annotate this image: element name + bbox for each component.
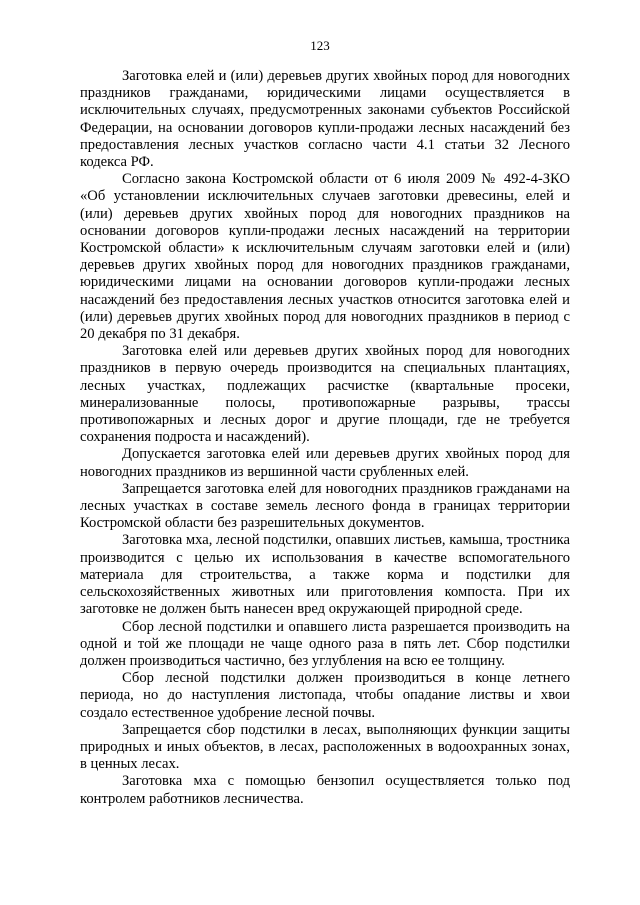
paragraph: Сбор лесной подстилки и опавшего листа разрешается производить на одной и той же площади не чаще одного раза в пять лет. Сбор подстилки должен производиться частично, без углубления на всю ее толщину. <box>80 618 570 669</box>
paragraph: Заготовка елей и (или) деревьев других хвойных пород для новогодних праздников гражданами, юридическими лицами осуществляется в исключительных случаях, предусмотренных законами субъектов Российской Федерации, на основании договоров купли-продажи лесных насаждений без предоставления лесных участков согласно части 4.1 статьи 32 Лесного кодекса РФ. <box>80 68 570 171</box>
paragraph: Заготовка мха с помощью бензопил осуществляется только под контролем работников лесничества. <box>80 773 570 807</box>
paragraph: Запрещается заготовка елей для новогодних праздников гражданами на лесных участках в составе земель лесного фонда в границах территории Костромской области без разрешительных документов. <box>80 480 570 532</box>
paragraph: Заготовка мха, лесной подстилки, опавших листьев, камыша, тростника производится с целью их использования в качестве вспомогательного материала для строительства, а также корма и подстилки для сельскохозяйственных животных или приготовления компоста. При их заготовке не должен быть нанесен вред окружающей природной среде. <box>80 532 570 618</box>
paragraph: Согласно закона Костромской области от 6 июля 2009 № 492-4-ЗКО «Об установлении исключительных случаев заготовки древесины, елей и (или) деревьев других хвойных пород для новогодних праздников на основании договоров купли-продажи лесных насаждений на территории Костромской области» к исключительным случаям заготовки елей и (или) деревьев других хвойных пород для новогодних праздников гражданами, юридическими лицами на основании договоров купли-продажи лесных насаждений без предоставления лесных участков относится заготовка елей и (или) деревьев других хвойных пород для новогодних праздников в период с 20 декабря по 31 декабря. <box>80 171 570 343</box>
paragraph: Сбор лесной подстилки должен производиться в конце летнего периода, но до наступления листопада, чтобы опадание листвы и хвои создало естественное удобрение лесной почвы. <box>80 670 570 721</box>
paragraph: Заготовка елей или деревьев других хвойных пород для новогодних праздников в первую очередь производится на специальных плантациях, лесных участках, подлежащих расчистке (квартальные просеки, минерализованные полосы, противопожарные разрывы, трассы противопожарных и лесных дорог и другие площади, где не требуется сохранения подроста и насаждений). <box>80 343 570 446</box>
paragraph: Допускается заготовка елей или деревьев других хвойных пород для новогодних праздников из вершинной части срубленных елей. <box>80 446 570 480</box>
page-number: 123 <box>310 38 330 53</box>
document-body <box>80 68 570 808</box>
paragraph: Запрещается сбор подстилки в лесах, выполняющих функции защиты природных и иных объектов, в лесах, расположенных в водоохранных зонах, в ценных лесах. <box>80 721 570 773</box>
